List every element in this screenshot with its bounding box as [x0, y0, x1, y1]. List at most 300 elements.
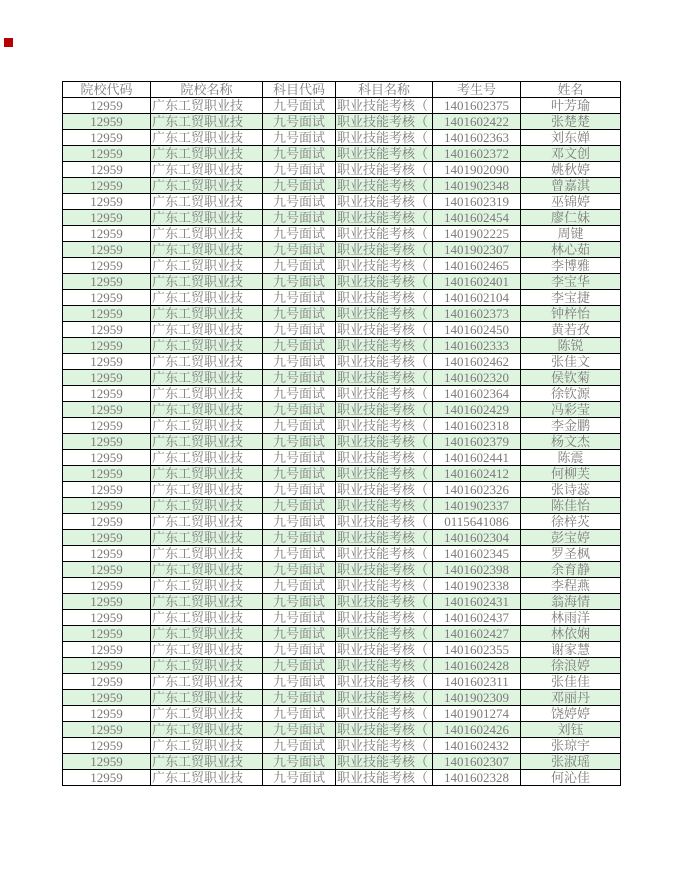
cell-college-name[interactable]: 广东工贸职业技: [151, 770, 263, 786]
cell-subject-code[interactable]: 九号面试: [263, 642, 336, 658]
cell-subject-name[interactable]: 职业技能考核（: [336, 610, 433, 626]
cell-college-name[interactable]: 广东工贸职业技: [151, 418, 263, 434]
column-header-college-name[interactable]: 院校名称: [151, 82, 263, 98]
cell-candidate-no[interactable]: 1401602431: [433, 594, 521, 610]
cell-name[interactable]: 张淑瑶: [521, 754, 621, 770]
cell-name[interactable]: 徐浪婷: [521, 658, 621, 674]
cell-name[interactable]: 陈震: [521, 450, 621, 466]
cell-subject-name[interactable]: 职业技能考核（: [336, 690, 433, 706]
cell-college-name[interactable]: 广东工贸职业技: [151, 690, 263, 706]
cell-subject-name[interactable]: 职业技能考核（: [336, 98, 433, 114]
cell-subject-name[interactable]: 职业技能考核（: [336, 466, 433, 482]
table-row: [63, 706, 621, 722]
table-row: [63, 274, 621, 290]
cell-subject-code[interactable]: 九号面试: [263, 290, 336, 306]
cell-candidate-no[interactable]: 1401602454: [433, 210, 521, 226]
cell-college-name[interactable]: 广东工贸职业技: [151, 258, 263, 274]
cell-subject-code[interactable]: 九号面试: [263, 162, 336, 178]
cell-subject-code[interactable]: 九号面试: [263, 354, 336, 370]
cell-candidate-no[interactable]: 1401602318: [433, 418, 521, 434]
cell-college-code[interactable]: 12959: [63, 178, 151, 194]
cell-college-name[interactable]: 广东工贸职业技: [151, 578, 263, 594]
cell-college-name[interactable]: 广东工贸职业技: [151, 290, 263, 306]
table-row: [63, 770, 621, 786]
cell-college-code[interactable]: 12959: [63, 738, 151, 754]
cell-candidate-no[interactable]: 0115641086: [433, 514, 521, 530]
cell-candidate-no[interactable]: 1401902090: [433, 162, 521, 178]
cell-college-code[interactable]: 12959: [63, 418, 151, 434]
table-row: [63, 370, 621, 386]
cell-name[interactable]: 张佳佳: [521, 674, 621, 690]
cell-name[interactable]: 陈佳怡: [521, 498, 621, 514]
cell-subject-code[interactable]: 九号面试: [263, 674, 336, 690]
cell-subject-code[interactable]: 九号面试: [263, 754, 336, 770]
table-row: [63, 610, 621, 626]
table-row: [63, 658, 621, 674]
cell-candidate-no[interactable]: 1401602364: [433, 386, 521, 402]
cell-college-name[interactable]: 广东工贸职业技: [151, 162, 263, 178]
cell-candidate-no[interactable]: 1401902348: [433, 178, 521, 194]
cell-candidate-no[interactable]: 1401602320: [433, 370, 521, 386]
cell-subject-code[interactable]: 九号面试: [263, 194, 336, 210]
cell-name[interactable]: 刘钰: [521, 722, 621, 738]
cell-college-name[interactable]: 广东工贸职业技: [151, 754, 263, 770]
cell-candidate-no[interactable]: 1401602437: [433, 610, 521, 626]
cell-name[interactable]: 刘东婵: [521, 130, 621, 146]
cell-candidate-no[interactable]: 1401902309: [433, 690, 521, 706]
cell-college-code[interactable]: 12959: [63, 530, 151, 546]
cell-subject-code[interactable]: 九号面试: [263, 562, 336, 578]
table-row: [63, 210, 621, 226]
cell-subject-code[interactable]: 九号面试: [263, 418, 336, 434]
cell-candidate-no[interactable]: 1401902338: [433, 578, 521, 594]
cell-subject-code[interactable]: 九号面试: [263, 146, 336, 162]
table-row: [63, 482, 621, 498]
cell-name[interactable]: 杨文杰: [521, 434, 621, 450]
cell-candidate-no[interactable]: 1401902337: [433, 498, 521, 514]
cell-subject-name[interactable]: 职业技能考核（: [336, 498, 433, 514]
cell-candidate-no[interactable]: 1401602363: [433, 130, 521, 146]
cell-college-name[interactable]: 广东工贸职业技: [151, 178, 263, 194]
cell-name[interactable]: 张琼宇: [521, 738, 621, 754]
cell-name[interactable]: 张诗蕊: [521, 482, 621, 498]
cell-subject-code[interactable]: 九号面试: [263, 498, 336, 514]
cell-subject-code[interactable]: 九号面试: [263, 386, 336, 402]
cell-college-code[interactable]: 12959: [63, 626, 151, 642]
cell-subject-name[interactable]: 职业技能考核（: [336, 722, 433, 738]
table-row: [63, 306, 621, 322]
cell-candidate-no[interactable]: 1401602333: [433, 338, 521, 354]
cell-subject-name[interactable]: 职业技能考核（: [336, 178, 433, 194]
cell-name[interactable]: 李宝捷: [521, 290, 621, 306]
cell-college-code[interactable]: 12959: [63, 338, 151, 354]
cell-college-code[interactable]: 12959: [63, 386, 151, 402]
cell-name[interactable]: 曾嘉淇: [521, 178, 621, 194]
cell-college-name[interactable]: 广东工贸职业技: [151, 370, 263, 386]
cell-college-code[interactable]: 12959: [63, 322, 151, 338]
cell-candidate-no[interactable]: 1401602398: [433, 562, 521, 578]
cell-college-name[interactable]: 广东工贸职业技: [151, 546, 263, 562]
cell-college-name[interactable]: 广东工贸职业技: [151, 738, 263, 754]
cell-college-name[interactable]: 广东工贸职业技: [151, 98, 263, 114]
cell-subject-code[interactable]: 九号面试: [263, 514, 336, 530]
cell-name[interactable]: 余育静: [521, 562, 621, 578]
cell-subject-code[interactable]: 九号面试: [263, 114, 336, 130]
cell-college-name[interactable]: 广东工贸职业技: [151, 658, 263, 674]
cell-subject-code[interactable]: 九号面试: [263, 546, 336, 562]
cell-subject-name[interactable]: 职业技能考核（: [336, 114, 433, 130]
cell-college-code[interactable]: 12959: [63, 210, 151, 226]
cell-subject-code[interactable]: 九号面试: [263, 770, 336, 786]
table-row: [63, 578, 621, 594]
cell-college-name[interactable]: 广东工贸职业技: [151, 706, 263, 722]
cell-subject-name[interactable]: 职业技能考核（: [336, 258, 433, 274]
cell-college-code[interactable]: 12959: [63, 274, 151, 290]
cell-college-name[interactable]: 广东工贸职业技: [151, 130, 263, 146]
table-row: [63, 386, 621, 402]
cell-name[interactable]: 何沁佳: [521, 770, 621, 786]
cell-candidate-no[interactable]: 1401602328: [433, 770, 521, 786]
cell-candidate-no[interactable]: 1401602319: [433, 194, 521, 210]
cell-subject-name[interactable]: 职业技能考核（: [336, 434, 433, 450]
cell-subject-name[interactable]: 职业技能考核（: [336, 162, 433, 178]
cell-subject-code[interactable]: 九号面试: [263, 738, 336, 754]
cell-subject-code[interactable]: 九号面试: [263, 626, 336, 642]
cell-college-code[interactable]: 12959: [63, 674, 151, 690]
table-row: [63, 354, 621, 370]
cell-candidate-no[interactable]: 1401602375: [433, 98, 521, 114]
cell-subject-name[interactable]: 职业技能考核（: [336, 594, 433, 610]
cell-subject-name[interactable]: 职业技能考核（: [336, 338, 433, 354]
cell-subject-code[interactable]: 九号面试: [263, 578, 336, 594]
cell-subject-name[interactable]: 职业技能考核（: [336, 706, 433, 722]
cell-name[interactable]: 李宝华: [521, 274, 621, 290]
cell-college-name[interactable]: 广东工贸职业技: [151, 146, 263, 162]
cell-candidate-no[interactable]: 1401602465: [433, 258, 521, 274]
cell-name[interactable]: 周键: [521, 226, 621, 242]
table-row: [63, 258, 621, 274]
cell-subject-name[interactable]: 职业技能考核（: [336, 450, 433, 466]
cell-subject-code[interactable]: 九号面试: [263, 210, 336, 226]
cell-college-code[interactable]: 12959: [63, 754, 151, 770]
table-row: [63, 674, 621, 690]
cell-candidate-no[interactable]: 1401602429: [433, 402, 521, 418]
cell-subject-name[interactable]: 职业技能考核（: [336, 402, 433, 418]
cell-college-code[interactable]: 12959: [63, 562, 151, 578]
cell-subject-code[interactable]: 九号面试: [263, 530, 336, 546]
cell-college-name[interactable]: 广东工贸职业技: [151, 386, 263, 402]
table-row: [63, 450, 621, 466]
cell-college-code[interactable]: 12959: [63, 658, 151, 674]
cell-subject-code[interactable]: 九号面试: [263, 706, 336, 722]
red-corner-marker: [4, 38, 13, 47]
cell-candidate-no[interactable]: 1401602304: [433, 530, 521, 546]
cell-name[interactable]: 张佳文: [521, 354, 621, 370]
cell-name[interactable]: 彭宝婷: [521, 530, 621, 546]
cell-college-code[interactable]: 12959: [63, 226, 151, 242]
cell-name[interactable]: 张楚楚: [521, 114, 621, 130]
cell-college-code[interactable]: 12959: [63, 434, 151, 450]
cell-subject-code[interactable]: 九号面试: [263, 482, 336, 498]
cell-subject-code[interactable]: 九号面试: [263, 722, 336, 738]
cell-college-code[interactable]: 12959: [63, 594, 151, 610]
cell-college-name[interactable]: 广东工贸职业技: [151, 466, 263, 482]
cell-subject-name[interactable]: 职业技能考核（: [336, 530, 433, 546]
cell-college-code[interactable]: 12959: [63, 258, 151, 274]
cell-name[interactable]: 黄若孜: [521, 322, 621, 338]
cell-college-code[interactable]: 12959: [63, 114, 151, 130]
cell-subject-code[interactable]: 九号面试: [263, 306, 336, 322]
cell-candidate-no[interactable]: 1401902307: [433, 242, 521, 258]
cell-college-code[interactable]: 12959: [63, 722, 151, 738]
cell-subject-name[interactable]: 职业技能考核（: [336, 626, 433, 642]
cell-college-name[interactable]: 广东工贸职业技: [151, 530, 263, 546]
cell-subject-name[interactable]: 职业技能考核（: [336, 354, 433, 370]
cell-subject-name[interactable]: 职业技能考核（: [336, 130, 433, 146]
cell-subject-code[interactable]: 九号面试: [263, 370, 336, 386]
cell-college-name[interactable]: 广东工贸职业技: [151, 674, 263, 690]
cell-candidate-no[interactable]: 1401602422: [433, 114, 521, 130]
cell-subject-name[interactable]: 职业技能考核（: [336, 658, 433, 674]
cell-candidate-no[interactable]: 1401602428: [433, 658, 521, 674]
cell-subject-code[interactable]: 九号面试: [263, 178, 336, 194]
cell-college-name[interactable]: 广东工贸职业技: [151, 226, 263, 242]
cell-candidate-no[interactable]: 1401602450: [433, 322, 521, 338]
cell-candidate-no[interactable]: 1401602401: [433, 274, 521, 290]
cell-subject-code[interactable]: 九号面试: [263, 274, 336, 290]
column-header-subject-name[interactable]: 科目名称: [336, 82, 433, 98]
cell-college-code[interactable]: 12959: [63, 146, 151, 162]
cell-name[interactable]: 林雨洋: [521, 610, 621, 626]
cell-college-code[interactable]: 12959: [63, 162, 151, 178]
cell-college-name[interactable]: 广东工贸职业技: [151, 354, 263, 370]
cell-college-code[interactable]: 12959: [63, 194, 151, 210]
cell-candidate-no[interactable]: 1401602432: [433, 738, 521, 754]
cell-college-name[interactable]: 广东工贸职业技: [151, 338, 263, 354]
cell-name[interactable]: 陈锐: [521, 338, 621, 354]
cell-college-name[interactable]: 广东工贸职业技: [151, 722, 263, 738]
table-row: [63, 130, 621, 146]
cell-name[interactable]: 林依娴: [521, 626, 621, 642]
cell-candidate-no[interactable]: 1401602427: [433, 626, 521, 642]
cell-college-name[interactable]: 广东工贸职业技: [151, 114, 263, 130]
cell-subject-name[interactable]: 职业技能考核（: [336, 194, 433, 210]
cell-name[interactable]: 李程燕: [521, 578, 621, 594]
cell-subject-name[interactable]: 职业技能考核（: [336, 754, 433, 770]
cell-name[interactable]: 徐钦源: [521, 386, 621, 402]
cell-college-code[interactable]: 12959: [63, 242, 151, 258]
table-row: [63, 322, 621, 338]
table-row: [63, 226, 621, 242]
cell-subject-name[interactable]: 职业技能考核（: [336, 642, 433, 658]
cell-college-code[interactable]: 12959: [63, 290, 151, 306]
cell-subject-name[interactable]: 职业技能考核（: [336, 386, 433, 402]
cell-college-name[interactable]: 广东工贸职业技: [151, 434, 263, 450]
cell-subject-name[interactable]: 职业技能考核（: [336, 418, 433, 434]
cell-name[interactable]: 姚秋婷: [521, 162, 621, 178]
candidates-table: [62, 81, 621, 786]
cell-college-code[interactable]: 12959: [63, 466, 151, 482]
cell-name[interactable]: 叶芳瑜: [521, 98, 621, 114]
cell-college-name[interactable]: 广东工贸职业技: [151, 242, 263, 258]
cell-college-name[interactable]: 广东工贸职业技: [151, 450, 263, 466]
cell-candidate-no[interactable]: 1401602355: [433, 642, 521, 658]
table-row: [63, 114, 621, 130]
cell-college-name[interactable]: 广东工贸职业技: [151, 642, 263, 658]
cell-subject-name[interactable]: 职业技能考核（: [336, 370, 433, 386]
cell-subject-code[interactable]: 九号面试: [263, 434, 336, 450]
cell-subject-code[interactable]: 九号面试: [263, 258, 336, 274]
cell-subject-name[interactable]: 职业技能考核（: [336, 578, 433, 594]
cell-name[interactable]: 邓丽丹: [521, 690, 621, 706]
table-row: [63, 514, 621, 530]
table-row: [63, 418, 621, 434]
cell-subject-name[interactable]: 职业技能考核（: [336, 546, 433, 562]
cell-candidate-no[interactable]: 1401902225: [433, 226, 521, 242]
cell-subject-name[interactable]: 职业技能考核（: [336, 242, 433, 258]
cell-subject-code[interactable]: 九号面试: [263, 594, 336, 610]
table-row: [63, 290, 621, 306]
cell-college-name[interactable]: 广东工贸职业技: [151, 626, 263, 642]
cell-college-code[interactable]: 12959: [63, 546, 151, 562]
cell-name[interactable]: 林心茹: [521, 242, 621, 258]
cell-candidate-no[interactable]: 1401602372: [433, 146, 521, 162]
cell-name[interactable]: 侯钦菊: [521, 370, 621, 386]
cell-name[interactable]: 徐梓苂: [521, 514, 621, 530]
cell-college-code[interactable]: 12959: [63, 482, 151, 498]
cell-college-name[interactable]: 广东工贸职业技: [151, 610, 263, 626]
cell-subject-name[interactable]: 职业技能考核（: [336, 482, 433, 498]
table-row: [63, 402, 621, 418]
cell-subject-name[interactable]: 职业技能考核（: [336, 674, 433, 690]
cell-candidate-no[interactable]: 1401602373: [433, 306, 521, 322]
cell-subject-code[interactable]: 九号面试: [263, 130, 336, 146]
cell-college-code[interactable]: 12959: [63, 514, 151, 530]
column-header-college-code[interactable]: 院校代码: [63, 82, 151, 98]
cell-name[interactable]: 谢家慧: [521, 642, 621, 658]
cell-candidate-no[interactable]: 1401602326: [433, 482, 521, 498]
cell-name[interactable]: 何柳芙: [521, 466, 621, 482]
cell-college-name[interactable]: 广东工贸职业技: [151, 594, 263, 610]
table-row: [63, 146, 621, 162]
cell-college-name[interactable]: 广东工贸职业技: [151, 194, 263, 210]
cell-college-code[interactable]: 12959: [63, 690, 151, 706]
table-row: [63, 338, 621, 354]
column-header-candidate-no[interactable]: 考生号: [433, 82, 521, 98]
column-header-name[interactable]: 姓名: [521, 82, 621, 98]
cell-subject-name[interactable]: 职业技能考核（: [336, 226, 433, 242]
cell-college-name[interactable]: 广东工贸职业技: [151, 306, 263, 322]
table-row: [63, 466, 621, 482]
cell-college-name[interactable]: 广东工贸职业技: [151, 562, 263, 578]
cell-candidate-no[interactable]: 1401602426: [433, 722, 521, 738]
cell-college-name[interactable]: 广东工贸职业技: [151, 482, 263, 498]
cell-subject-code[interactable]: 九号面试: [263, 690, 336, 706]
cell-college-code[interactable]: 12959: [63, 370, 151, 386]
cell-subject-code[interactable]: 九号面试: [263, 610, 336, 626]
cell-subject-name[interactable]: 职业技能考核（: [336, 274, 433, 290]
cell-college-name[interactable]: 广东工贸职业技: [151, 498, 263, 514]
cell-name[interactable]: 邓文创: [521, 146, 621, 162]
cell-subject-code[interactable]: 九号面试: [263, 658, 336, 674]
cell-subject-code[interactable]: 九号面试: [263, 402, 336, 418]
cell-college-code[interactable]: 12959: [63, 130, 151, 146]
cell-college-name[interactable]: 广东工贸职业技: [151, 210, 263, 226]
cell-subject-code[interactable]: 九号面试: [263, 242, 336, 258]
cell-subject-name[interactable]: 职业技能考核（: [336, 562, 433, 578]
cell-name[interactable]: 钟梓怡: [521, 306, 621, 322]
table-row: [63, 194, 621, 210]
cell-college-code[interactable]: 12959: [63, 610, 151, 626]
cell-name[interactable]: 廖仁妹: [521, 210, 621, 226]
cell-name[interactable]: 李博雅: [521, 258, 621, 274]
cell-candidate-no[interactable]: 1401602462: [433, 354, 521, 370]
cell-subject-name[interactable]: 职业技能考核（: [336, 514, 433, 530]
cell-subject-code[interactable]: 九号面试: [263, 466, 336, 482]
table-row: [63, 178, 621, 194]
cell-name[interactable]: 冯彩莹: [521, 402, 621, 418]
cell-name[interactable]: 李金鹏: [521, 418, 621, 434]
cell-college-code[interactable]: 12959: [63, 98, 151, 114]
cell-college-name[interactable]: 广东工贸职业技: [151, 274, 263, 290]
cell-candidate-no[interactable]: 1401602379: [433, 434, 521, 450]
cell-college-code[interactable]: 12959: [63, 306, 151, 322]
cell-name[interactable]: 翁海情: [521, 594, 621, 610]
cell-candidate-no[interactable]: 1401602412: [433, 466, 521, 482]
cell-subject-name[interactable]: 职业技能考核（: [336, 322, 433, 338]
cell-candidate-no[interactable]: 1401602104: [433, 290, 521, 306]
cell-subject-name[interactable]: 职业技能考核（: [336, 210, 433, 226]
cell-subject-name[interactable]: 职业技能考核（: [336, 290, 433, 306]
cell-name[interactable]: 饶婷婷: [521, 706, 621, 722]
cell-candidate-no[interactable]: 1401602345: [433, 546, 521, 562]
cell-subject-name[interactable]: 职业技能考核（: [336, 738, 433, 754]
cell-college-name[interactable]: 广东工贸职业技: [151, 402, 263, 418]
cell-college-name[interactable]: 广东工贸职业技: [151, 322, 263, 338]
cell-college-code[interactable]: 12959: [63, 770, 151, 786]
cell-candidate-no[interactable]: 1401602311: [433, 674, 521, 690]
table-row: [63, 98, 621, 114]
table-row: [63, 754, 621, 770]
cell-subject-code[interactable]: 九号面试: [263, 226, 336, 242]
cell-college-code[interactable]: 12959: [63, 402, 151, 418]
cell-subject-code[interactable]: 九号面试: [263, 322, 336, 338]
column-header-subject-code[interactable]: 科目代码: [263, 82, 336, 98]
cell-subject-name[interactable]: 职业技能考核（: [336, 146, 433, 162]
cell-subject-name[interactable]: 职业技能考核（: [336, 770, 433, 786]
cell-college-code[interactable]: 12959: [63, 498, 151, 514]
cell-name[interactable]: 巫锦婷: [521, 194, 621, 210]
cell-college-name[interactable]: 广东工贸职业技: [151, 514, 263, 530]
cell-candidate-no[interactable]: 1401602441: [433, 450, 521, 466]
cell-subject-code[interactable]: 九号面试: [263, 450, 336, 466]
cell-name[interactable]: 罗圣枫: [521, 546, 621, 562]
table-row: [63, 434, 621, 450]
header-row: [63, 82, 621, 98]
cell-college-code[interactable]: 12959: [63, 706, 151, 722]
cell-college-code[interactable]: 12959: [63, 450, 151, 466]
cell-candidate-no[interactable]: 1401901274: [433, 706, 521, 722]
cell-candidate-no[interactable]: 1401602307: [433, 754, 521, 770]
cell-subject-code[interactable]: 九号面试: [263, 338, 336, 354]
cell-college-code[interactable]: 12959: [63, 642, 151, 658]
cell-subject-code[interactable]: 九号面试: [263, 98, 336, 114]
cell-college-code[interactable]: 12959: [63, 578, 151, 594]
cell-college-code[interactable]: 12959: [63, 354, 151, 370]
cell-subject-name[interactable]: 职业技能考核（: [336, 306, 433, 322]
table-row: [63, 738, 621, 754]
table-row: [63, 626, 621, 642]
